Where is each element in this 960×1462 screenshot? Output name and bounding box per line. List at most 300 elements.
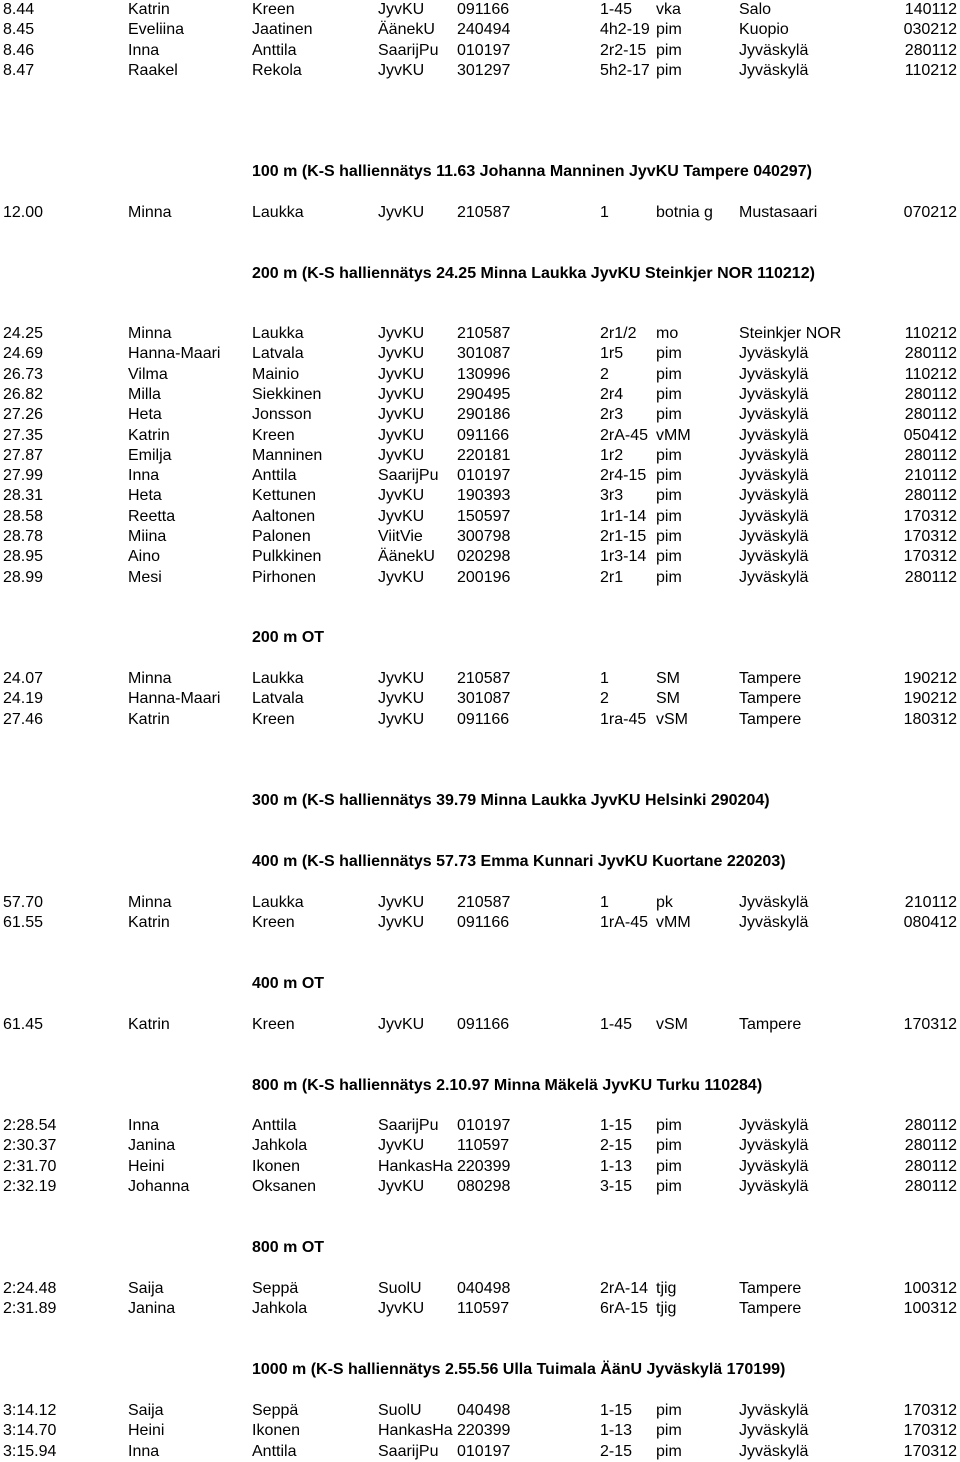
location-cell: Tampere xyxy=(739,1280,802,1297)
date-cell: 190212 xyxy=(903,690,957,708)
section-heading: 800 m (K-S halliennätys 2.10.97 Minna Mäkelä JyvKU Turku 110284) xyxy=(252,1077,763,1094)
section-heading: 100 m (K-S halliennätys 11.63 Johanna Manninen JyvKU Tampere 040297) xyxy=(252,163,812,180)
last-name-cell: Jahkola xyxy=(252,1300,308,1318)
last-name-cell: Pulkkinen xyxy=(252,548,322,566)
club-cell: JyvKU xyxy=(378,446,425,464)
birth-date-cell: 220399 xyxy=(457,1422,511,1440)
last-name-cell: Oksanen xyxy=(252,1177,317,1195)
result-cell: 27.46 xyxy=(3,710,44,728)
location-cell: Jyväskylä xyxy=(739,507,809,525)
first-name-cell: Miina xyxy=(128,528,167,545)
last-name-cell: Jonsson xyxy=(252,406,312,424)
section-heading: 200 m (K-S halliennätys 24.25 Minna Laukka JyvKU Steinkjer NOR 110212) xyxy=(252,265,815,282)
location-cell: Tampere xyxy=(739,1300,802,1318)
first-name-cell: Vilma xyxy=(128,365,168,383)
last-name-cell: Jaatinen xyxy=(252,21,313,39)
club-cell: JyvKU xyxy=(378,61,425,79)
date-cell: 170312 xyxy=(903,548,957,566)
club-cell: JyvKU xyxy=(378,894,425,911)
location-cell: Mustasaari xyxy=(739,204,818,221)
last-name-cell: Aaltonen xyxy=(252,507,316,525)
first-name-cell: Heta xyxy=(128,406,162,424)
date-cell: 170312 xyxy=(903,528,957,545)
placing-cell: 1 xyxy=(600,204,609,221)
location-cell: Jyväskylä xyxy=(739,487,809,505)
last-name-cell: Seppä xyxy=(252,1402,299,1419)
location-cell: Jyväskylä xyxy=(739,1422,809,1440)
birth-date-cell: 091166 xyxy=(457,1,510,18)
result-cell: 8.46 xyxy=(3,41,35,59)
location-cell: Jyväskylä xyxy=(739,528,809,545)
last-name-cell: Ikonen xyxy=(252,1422,301,1440)
birth-date-cell: 290495 xyxy=(457,385,511,403)
result-row xyxy=(0,203,960,223)
club-cell: JyvKU xyxy=(378,1300,425,1318)
result-row xyxy=(0,20,960,40)
location-cell: Jyväskylä xyxy=(739,894,809,911)
result-row xyxy=(0,710,960,730)
result-cell: 27.99 xyxy=(3,467,44,485)
last-name-cell: Mainio xyxy=(252,365,300,383)
last-name-cell: Jahkola xyxy=(252,1137,308,1155)
competition-cell: tjig xyxy=(656,1280,677,1297)
first-name-cell: Heini xyxy=(128,1422,165,1440)
birth-date-cell: 301087 xyxy=(457,345,511,363)
last-name-cell: Laukka xyxy=(252,670,304,687)
location-cell: Tampere xyxy=(739,710,802,728)
location-cell: Jyväskylä xyxy=(739,61,809,79)
result-row xyxy=(0,405,960,425)
first-name-cell: Minna xyxy=(128,204,172,221)
location-cell: Tampere xyxy=(739,690,802,708)
first-name-cell: Mesi xyxy=(128,568,162,586)
birth-date-cell: 091166 xyxy=(457,1016,510,1033)
result-cell: 8.47 xyxy=(3,61,35,79)
placing-cell: 2r4-15 xyxy=(600,467,647,485)
club-cell: HankasHa xyxy=(378,1422,453,1440)
first-name-cell: Minna xyxy=(128,894,172,911)
club-cell: SaarijPu xyxy=(378,1442,439,1460)
result-row xyxy=(0,1442,960,1462)
last-name-cell: Palonen xyxy=(252,528,311,545)
club-cell: JyvKU xyxy=(378,345,425,363)
club-cell: ViitVie xyxy=(378,528,423,545)
location-cell: Jyväskylä xyxy=(739,548,809,566)
result-row xyxy=(0,568,960,588)
date-cell: 170312 xyxy=(903,507,957,525)
section-heading: 400 m (K-S halliennätys 57.73 Emma Kunnari JyvKU Kuortane 220203) xyxy=(252,853,786,870)
birth-date-cell: 220181 xyxy=(457,446,511,464)
result-cell: 27.35 xyxy=(3,426,44,444)
location-cell: Jyväskylä xyxy=(739,41,809,59)
date-cell: 280112 xyxy=(904,568,957,586)
last-name-cell: Kreen xyxy=(252,1,295,18)
date-cell: 280112 xyxy=(904,406,957,424)
result-cell: 57.70 xyxy=(3,894,44,911)
birth-date-cell: 040498 xyxy=(457,1280,511,1297)
last-name-cell: Kreen xyxy=(252,1016,295,1033)
placing-cell: 3-15 xyxy=(600,1177,633,1195)
competition-cell: vMM xyxy=(656,914,691,932)
result-cell: 2:31.70 xyxy=(3,1157,57,1175)
result-row xyxy=(0,913,960,933)
club-cell: JyvKU xyxy=(378,1137,425,1155)
club-cell: JyvKU xyxy=(378,507,425,525)
last-name-cell: Rekola xyxy=(252,61,302,79)
result-cell: 2:28.54 xyxy=(3,1117,57,1134)
section-heading: 1000 m (K-S halliennätys 2.55.56 Ulla Tuimala ÄänU Jyväskylä 170199) xyxy=(252,1361,786,1378)
placing-cell: 1r3-14 xyxy=(600,548,647,566)
placing-cell: 1-15 xyxy=(600,1402,633,1419)
placing-cell: 2r2-15 xyxy=(600,41,647,59)
result-cell: 61.55 xyxy=(3,914,44,932)
first-name-cell: Inna xyxy=(128,1117,160,1134)
section-heading: 200 m OT xyxy=(252,629,325,646)
club-cell: SaarijPu xyxy=(378,41,439,59)
competition-cell: pim xyxy=(656,1117,682,1134)
last-name-cell: Latvala xyxy=(252,345,304,363)
competition-cell: pim xyxy=(656,1422,682,1440)
result-cell: 2:31.89 xyxy=(3,1300,57,1318)
placing-cell: 2r1/2 xyxy=(600,325,637,342)
club-cell: JyvKU xyxy=(378,1,425,18)
result-cell: 3:15.94 xyxy=(3,1442,57,1460)
result-row xyxy=(0,689,960,709)
result-cell: 3:14.70 xyxy=(3,1422,57,1440)
last-name-cell: Siekkinen xyxy=(252,385,322,403)
competition-cell: pim xyxy=(656,1402,682,1419)
location-cell: Jyväskylä xyxy=(739,568,809,586)
club-cell: SuolU xyxy=(378,1402,422,1419)
placing-cell: 4h2-19 xyxy=(600,21,650,39)
location-cell: Tampere xyxy=(739,670,802,687)
location-cell: Kuopio xyxy=(739,21,789,39)
first-name-cell: Hanna-Maari xyxy=(128,345,221,363)
result-row xyxy=(0,41,960,61)
location-cell: Jyväskylä xyxy=(739,1402,809,1419)
competition-cell: pim xyxy=(656,1137,682,1155)
competition-cell: vSM xyxy=(656,1016,688,1033)
club-cell: JyvKU xyxy=(378,385,425,403)
competition-cell: SM xyxy=(656,690,680,708)
placing-cell: 1-13 xyxy=(600,1157,633,1175)
result-row xyxy=(0,1116,960,1136)
placing-cell: 2rA-14 xyxy=(600,1280,649,1297)
competition-cell: pim xyxy=(656,467,682,485)
location-cell: Jyväskylä xyxy=(739,1442,809,1460)
location-cell: Jyväskylä xyxy=(739,446,809,464)
birth-date-cell: 130996 xyxy=(457,365,511,383)
first-name-cell: Katrin xyxy=(128,914,170,932)
competition-cell: botnia g xyxy=(656,204,713,221)
first-name-cell: Heta xyxy=(128,487,162,505)
competition-cell: pim xyxy=(656,365,682,383)
date-cell: 210112 xyxy=(904,894,957,911)
first-name-cell: Minna xyxy=(128,325,172,342)
location-cell: Jyväskylä xyxy=(739,1157,809,1175)
competition-cell: pim xyxy=(656,1157,682,1175)
first-name-cell: Heini xyxy=(128,1157,165,1175)
birth-date-cell: 210587 xyxy=(457,670,511,687)
date-cell: 280112 xyxy=(904,41,957,59)
first-name-cell: Emilja xyxy=(128,446,172,464)
last-name-cell: Pirhonen xyxy=(252,568,317,586)
last-name-cell: Laukka xyxy=(252,325,304,342)
result-row xyxy=(0,547,960,567)
last-name-cell: Anttila xyxy=(252,467,297,485)
club-cell: JyvKU xyxy=(378,1177,425,1195)
placing-cell: 5h2-17 xyxy=(600,61,650,79)
last-name-cell: Latvala xyxy=(252,690,304,708)
last-name-cell: Anttila xyxy=(252,41,297,59)
result-cell: 28.78 xyxy=(3,528,44,545)
result-cell: 3:14.12 xyxy=(3,1402,57,1419)
placing-cell: 2rA-45 xyxy=(600,426,649,444)
competition-cell: pim xyxy=(656,1442,682,1460)
first-name-cell: Eveliina xyxy=(128,21,185,39)
birth-date-cell: 220399 xyxy=(457,1157,511,1175)
placing-cell: 1r1-14 xyxy=(600,507,647,525)
competition-cell: tjig xyxy=(656,1300,677,1318)
birth-date-cell: 080298 xyxy=(457,1177,511,1195)
result-row xyxy=(0,1015,960,1035)
birth-date-cell: 091166 xyxy=(457,426,510,444)
date-cell: 280112 xyxy=(904,385,957,403)
date-cell: 180312 xyxy=(903,710,957,728)
location-cell: Jyväskylä xyxy=(739,1117,809,1134)
placing-cell: 2-15 xyxy=(600,1442,633,1460)
result-cell: 26.82 xyxy=(3,385,44,403)
competition-cell: SM xyxy=(656,670,680,687)
competition-cell: pim xyxy=(656,385,682,403)
club-cell: JyvKU xyxy=(378,1016,425,1033)
location-cell: Jyväskylä xyxy=(739,467,809,485)
birth-date-cell: 240494 xyxy=(457,21,511,39)
birth-date-cell: 010197 xyxy=(457,1117,511,1134)
result-cell: 27.87 xyxy=(3,446,44,464)
date-cell: 280112 xyxy=(904,1177,957,1195)
result-row xyxy=(0,1177,960,1197)
birth-date-cell: 091166 xyxy=(457,914,510,932)
location-cell: Steinkjer NOR xyxy=(739,325,842,342)
last-name-cell: Seppä xyxy=(252,1280,299,1297)
competition-cell: pim xyxy=(656,61,682,79)
placing-cell: 1 xyxy=(600,670,609,687)
club-cell: JyvKU xyxy=(378,914,425,932)
result-row xyxy=(0,1401,960,1421)
competition-cell: pim xyxy=(656,528,682,545)
result-cell: 24.25 xyxy=(3,325,44,342)
result-row xyxy=(0,426,960,446)
birth-date-cell: 210587 xyxy=(457,204,511,221)
first-name-cell: Janina xyxy=(128,1137,176,1155)
placing-cell: 1-45 xyxy=(600,1,633,18)
result-cell: 26.73 xyxy=(3,365,44,383)
first-name-cell: Inna xyxy=(128,41,160,59)
result-cell: 28.95 xyxy=(3,548,44,566)
result-row xyxy=(0,446,960,466)
birth-date-cell: 040498 xyxy=(457,1402,511,1419)
placing-cell: 2r1 xyxy=(600,568,624,586)
result-row xyxy=(0,1279,960,1299)
result-cell: 8.45 xyxy=(3,21,35,39)
result-row xyxy=(0,527,960,547)
competition-cell: pk xyxy=(656,894,673,911)
club-cell: JyvKU xyxy=(378,406,425,424)
location-cell: Jyväskylä xyxy=(739,406,809,424)
result-cell: 2:30.37 xyxy=(3,1137,57,1155)
competition-cell: vka xyxy=(656,1,681,18)
location-cell: Jyväskylä xyxy=(739,1177,809,1195)
birth-date-cell: 020298 xyxy=(457,548,511,566)
location-cell: Jyväskylä xyxy=(739,365,809,383)
birth-date-cell: 301297 xyxy=(457,61,511,79)
location-cell: Jyväskylä xyxy=(739,914,809,932)
birth-date-cell: 010197 xyxy=(457,1442,511,1460)
last-name-cell: Kreen xyxy=(252,426,295,444)
placing-cell: 2-15 xyxy=(600,1137,633,1155)
competition-cell: pim xyxy=(656,487,682,505)
placing-cell: 2r1-15 xyxy=(600,528,647,545)
first-name-cell: Aino xyxy=(128,548,161,566)
last-name-cell: Ikonen xyxy=(252,1157,301,1175)
result-row xyxy=(0,0,960,20)
last-name-cell: Kreen xyxy=(252,710,295,728)
birth-date-cell: 301087 xyxy=(457,690,511,708)
result-cell: 2:32.19 xyxy=(3,1177,57,1195)
competition-cell: vSM xyxy=(656,710,688,728)
result-row xyxy=(0,893,960,913)
competition-cell: pim xyxy=(656,21,682,39)
location-cell: Jyväskylä xyxy=(739,1137,809,1155)
section-heading: 800 m OT xyxy=(252,1239,325,1256)
last-name-cell: Kreen xyxy=(252,914,295,932)
first-name-cell: Milla xyxy=(128,385,161,403)
date-cell: 170312 xyxy=(903,1422,957,1440)
placing-cell: 1-45 xyxy=(600,1016,633,1033)
competition-cell: vMM xyxy=(656,426,691,444)
placing-cell: 1-13 xyxy=(600,1422,633,1440)
birth-date-cell: 290186 xyxy=(457,406,511,424)
club-cell: SaarijPu xyxy=(378,467,439,485)
first-name-cell: Katrin xyxy=(128,1,170,18)
last-name-cell: Laukka xyxy=(252,894,304,911)
date-cell: 170312 xyxy=(903,1016,957,1033)
location-cell: Salo xyxy=(739,1,772,18)
last-name-cell: Anttila xyxy=(252,1117,297,1134)
club-cell: JyvKU xyxy=(378,710,425,728)
club-cell: HankasHa xyxy=(378,1157,453,1175)
result-cell: 61.45 xyxy=(3,1016,44,1033)
birth-date-cell: 210587 xyxy=(457,325,511,342)
competition-cell: pim xyxy=(656,1177,682,1195)
club-cell: JyvKU xyxy=(378,365,425,383)
club-cell: JyvKU xyxy=(378,670,425,687)
placing-cell: 2 xyxy=(600,365,609,383)
birth-date-cell: 200196 xyxy=(457,568,511,586)
first-name-cell: Hanna-Maari xyxy=(128,690,221,708)
first-name-cell: Raakel xyxy=(128,61,178,79)
club-cell: ÄänekU xyxy=(378,21,435,39)
club-cell: JyvKU xyxy=(378,690,425,708)
location-cell: Tampere xyxy=(739,1016,802,1033)
date-cell: 080412 xyxy=(903,914,957,932)
result-cell: 8.44 xyxy=(3,1,35,18)
section-heading: 300 m (K-S halliennätys 39.79 Minna Laukka JyvKU Helsinki 290204) xyxy=(252,792,770,809)
date-cell: 110212 xyxy=(904,61,957,79)
club-cell: JyvKU xyxy=(378,426,425,444)
date-cell: 280112 xyxy=(904,446,957,464)
placing-cell: 1ra-45 xyxy=(600,710,647,728)
club-cell: SaarijPu xyxy=(378,1117,439,1134)
placing-cell: 1r5 xyxy=(600,345,624,363)
first-name-cell: Inna xyxy=(128,467,160,485)
date-cell: 070212 xyxy=(903,204,957,221)
last-name-cell: Manninen xyxy=(252,446,323,464)
location-cell: Jyväskylä xyxy=(739,426,809,444)
placing-cell: 1rA-45 xyxy=(600,914,649,932)
first-name-cell: Reetta xyxy=(128,507,176,525)
birth-date-cell: 150597 xyxy=(457,507,511,525)
competition-cell: pim xyxy=(656,446,682,464)
date-cell: 280112 xyxy=(904,345,957,363)
birth-date-cell: 110597 xyxy=(457,1137,510,1155)
birth-date-cell: 210587 xyxy=(457,894,511,911)
date-cell: 210112 xyxy=(904,467,957,485)
result-cell: 2:24.48 xyxy=(3,1280,57,1297)
competition-cell: pim xyxy=(656,568,682,586)
club-cell: JyvKU xyxy=(378,487,425,505)
birth-date-cell: 300798 xyxy=(457,528,511,545)
club-cell: JyvKU xyxy=(378,568,425,586)
result-row xyxy=(0,1299,960,1319)
birth-date-cell: 091166 xyxy=(457,710,510,728)
placing-cell: 2r4 xyxy=(600,385,624,403)
first-name-cell: Katrin xyxy=(128,426,170,444)
placing-cell: 1r2 xyxy=(600,446,624,464)
date-cell: 280112 xyxy=(904,1157,957,1175)
competition-cell: pim xyxy=(656,507,682,525)
result-row xyxy=(0,61,960,81)
date-cell: 100312 xyxy=(903,1300,957,1318)
first-name-cell: Katrin xyxy=(128,1016,170,1033)
result-cell: 28.58 xyxy=(3,507,44,525)
result-row xyxy=(0,507,960,527)
birth-date-cell: 010197 xyxy=(457,41,511,59)
result-cell: 24.69 xyxy=(3,345,44,363)
date-cell: 170312 xyxy=(903,1442,957,1460)
result-row xyxy=(0,1157,960,1177)
result-row xyxy=(0,385,960,405)
competition-cell: mo xyxy=(656,325,679,342)
result-cell: 24.19 xyxy=(3,690,44,708)
first-name-cell: Janina xyxy=(128,1300,176,1318)
first-name-cell: Inna xyxy=(128,1442,160,1460)
result-row xyxy=(0,344,960,364)
first-name-cell: Saija xyxy=(128,1402,164,1419)
date-cell: 050412 xyxy=(903,426,957,444)
location-cell: Jyväskylä xyxy=(739,385,809,403)
club-cell: SuolU xyxy=(378,1280,422,1297)
competition-cell: pim xyxy=(656,41,682,59)
result-cell: 28.99 xyxy=(3,568,44,586)
club-cell: ÄänekU xyxy=(378,548,435,566)
first-name-cell: Minna xyxy=(128,670,172,687)
date-cell: 280112 xyxy=(904,1137,957,1155)
result-cell: 27.26 xyxy=(3,406,44,424)
competition-cell: pim xyxy=(656,406,682,424)
birth-date-cell: 110597 xyxy=(457,1300,510,1318)
